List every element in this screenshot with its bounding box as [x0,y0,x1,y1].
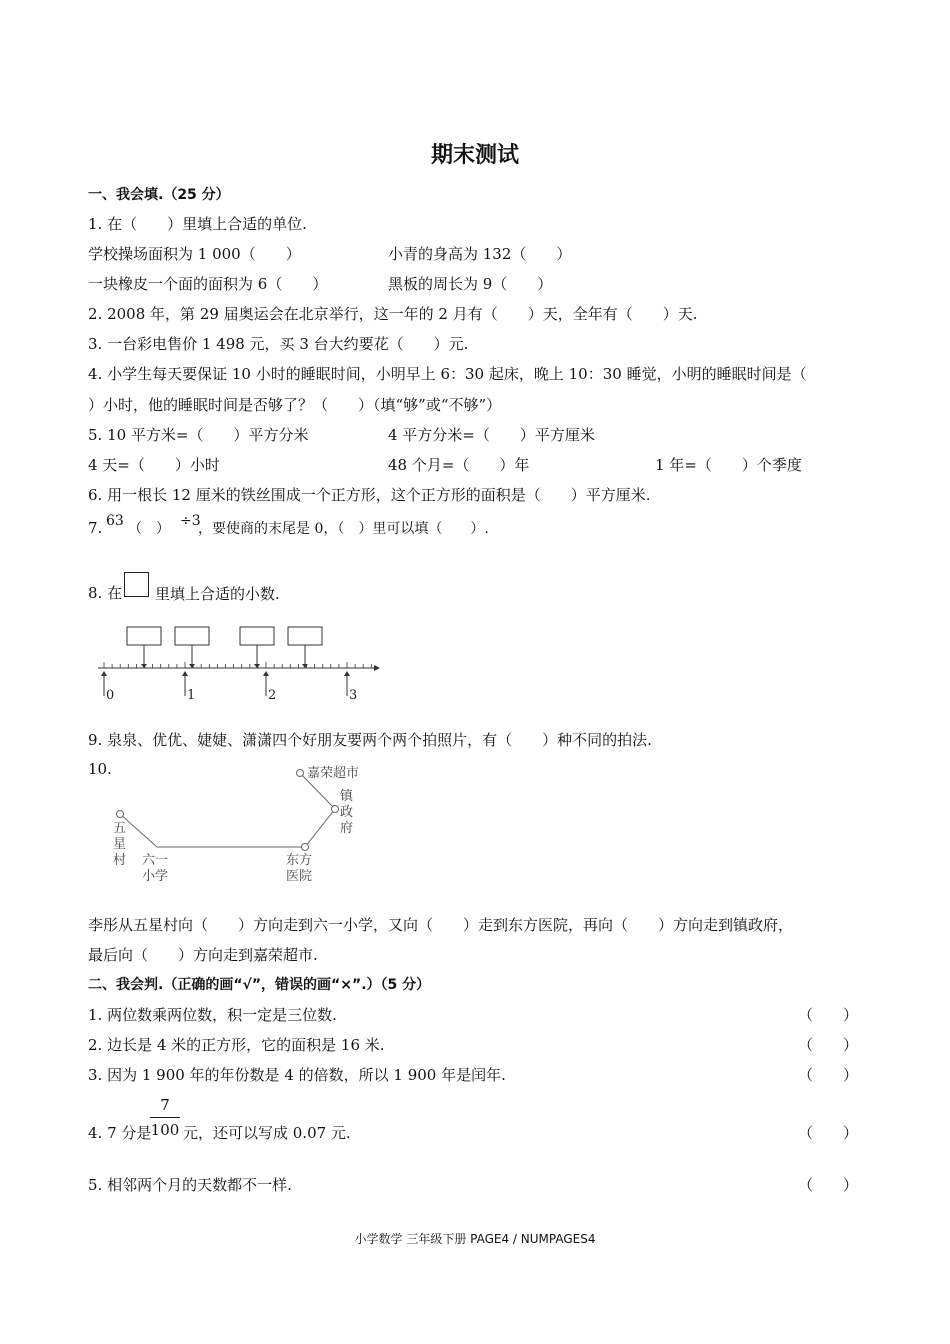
number-line-figure [92,620,392,710]
question-4-line1: 4. 小学生每天要保证 10 小时的睡眠时间，小明早上 6：30 起床，晚上 10：30 睡觉，小明的睡眠时间是（ [88,365,807,383]
fraction-numerator: 7 [160,1096,170,1114]
question-1b: 小青的身高为 132（ ） [388,245,572,263]
page-footer: 小学数学 三年级下册 PAGE4 / NUMPAGES4 [354,1232,596,1246]
question-1: 1. 在（ ）里填上合适的单位. [88,215,307,233]
map-label-supermarket: 嘉荣超市 [307,766,360,781]
number-line-label-0: 0 [106,688,115,703]
question-7-rest: ，要使商的末尾是 0，（ ）里可以填（ ）. [198,521,489,537]
map-label-town-hall-3: 府 [340,821,354,836]
section-2-heading: 二、我会判.（正确的画“√”，错误的画“×”.）（5 分） [88,977,431,993]
question-1c: 一块橡皮一个面的面积为 6（ ） [88,275,328,293]
question-5c: 4 天=（ ）小时 [88,456,220,474]
map-label-village-2: 星 [113,837,127,852]
question-8-prefix: 8. 在 [88,584,123,602]
number-line-box-3 [240,627,274,645]
question-10-line1: 李彤从五星村向（ ）方向走到六一小学，又向（ ）走到东方医院，再向（ ）方向走到镇政府， [88,916,794,934]
judge-answer-3: （ ） [798,1066,859,1084]
question-7-dividend: 63 [106,513,124,529]
judge-answer-5: （ ） [798,1176,859,1194]
number-line-box-1 [127,627,161,645]
question-5e: 1 年=（ ）个季度 [655,456,802,474]
map-label-school-1: 六一 [142,853,169,868]
question-7-blank: （ ） [128,521,170,537]
question-2: 2. 2008 年，第 29 届奥运会在北京举行，这一年的 2 月有（ ）天，全年有（ ）天. [88,305,698,323]
question-8-suffix: 里填上合适的小数. [155,585,280,603]
question-10-line2: 最后向（ ）方向走到嘉荣超市. [88,946,318,964]
question-10-number: 10. [88,760,112,778]
question-5d: 48 个月=（ ）年 [388,456,530,474]
question-7-divisor: ÷3 [180,513,201,529]
judge-item-2: 2. 边长是 4 米的正方形，它的面积是 16 米. [88,1036,385,1054]
supermarket-point-icon [297,770,304,777]
route-path [120,773,335,847]
judge-answer-4: （ ） [798,1124,859,1142]
judge-item-5: 5. 相邻两个月的天数都不一样. [88,1176,292,1194]
number-line-box-4 [288,627,322,645]
number-line-box-2 [175,627,209,645]
question-6: 6. 用一根长 12 厘米的铁丝围成一个正方形，这个正方形的面积是（ ）平方厘米. [88,486,651,504]
question-9: 9. 泉泉、优优、婕婕、潇潇四个好朋友要两个两个拍照片，有（ ）种不同的拍法. [88,731,652,749]
question-5a: 5. 10 平方米=（ ）平方分米 [88,426,309,444]
question-3: 3. 一台彩电售价 1 498 元，买 3 台大约要花（ ）元. [88,335,469,353]
number-line-label-1: 1 [187,688,196,703]
village-point-icon [117,811,124,818]
judge-item-1: 1. 两位数乘两位数，积一定是三位数. [88,1006,337,1024]
number-line-label-2: 2 [268,688,277,703]
map-label-hospital-1: 东方 [286,853,313,868]
judge-answer-2: （ ） [798,1036,859,1054]
route-map-figure [100,760,380,890]
map-label-village-1: 五 [113,821,127,836]
question-1a: 学校操场面积为 1 000（ ） [88,245,301,263]
page-title: 期末测试 [430,143,519,168]
judge-item-4-prefix: 4. 7 分是 [88,1124,152,1142]
answer-box-icon [124,572,149,597]
map-label-village-3: 村 [113,853,127,868]
question-4-line2: ）小时，他的睡眠时间是否够了？（ ）（填“够”或“不够”） [88,396,502,414]
judge-answer-1: （ ） [798,1006,859,1024]
fraction-bar [150,1117,180,1118]
map-label-school-2: 小学 [142,869,169,884]
map-label-town-hall-1: 镇 [340,789,354,804]
question-7-number: 7. [88,519,103,537]
fraction-denominator: 100 [150,1121,180,1139]
map-label-town-hall-2: 政 [340,805,354,820]
judge-item-3: 3. 因为 1 900 年的年份数是 4 的倍数，所以 1 900 年是闰年. [88,1066,506,1084]
judge-item-4-suffix: 元，还可以写成 0.07 元. [183,1124,351,1142]
hospital-point-icon [302,844,309,851]
number-line-label-3: 3 [349,688,358,703]
town-hall-point-icon [332,806,339,813]
map-label-hospital-2: 医院 [286,869,313,884]
question-1d: 黑板的周长为 9（ ） [388,275,553,293]
question-5b: 4 平方分米=（ ）平方厘米 [388,426,595,444]
section-1-heading: 一、我会填.（25 分） [88,187,230,203]
